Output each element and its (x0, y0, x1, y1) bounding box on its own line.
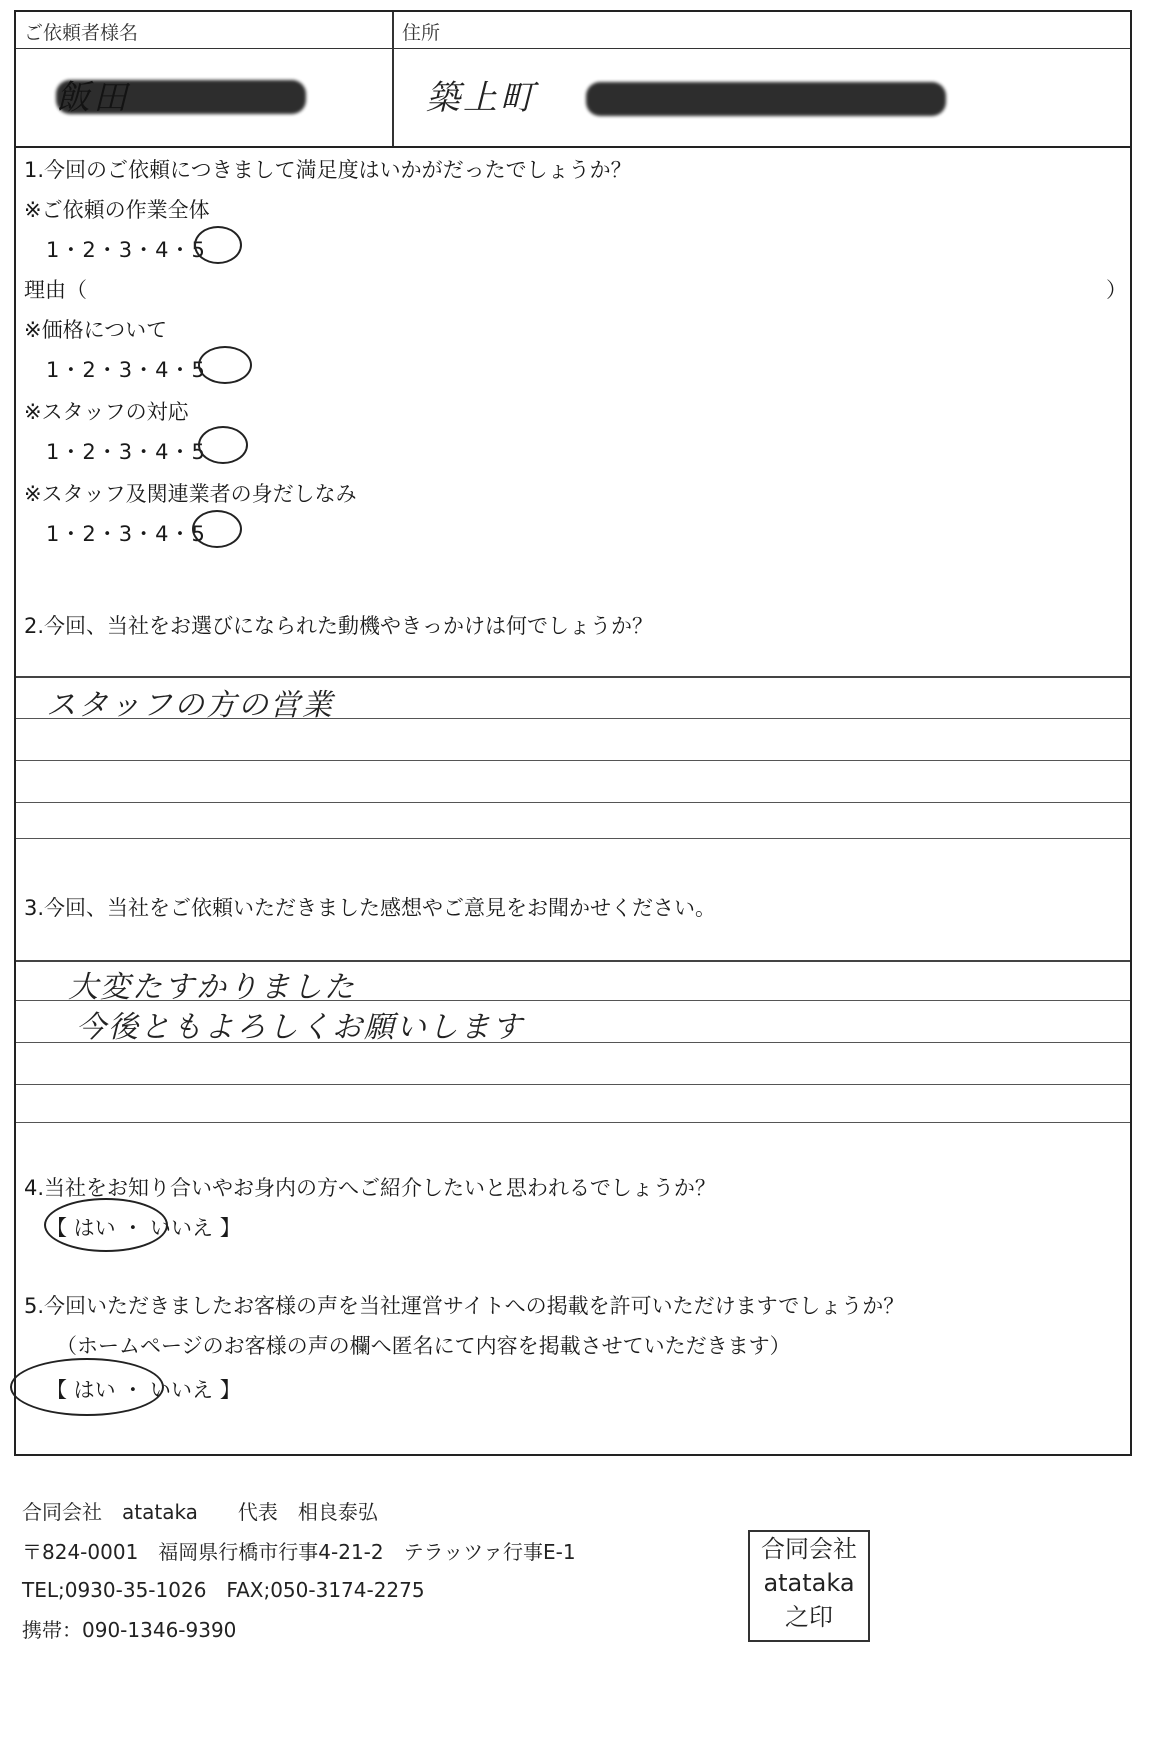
selected-rating-circle (192, 510, 242, 548)
q5-question: 5.今回いただきましたお客様の声を当社運営サイトへの掲載を許可いただけますでしょうか？ (24, 1294, 905, 1318)
rating-scale: 1・2・3・4・5 (46, 238, 206, 262)
q1-item-label: ※価格について (24, 318, 168, 342)
selected-rating-circle (198, 346, 252, 384)
address-label: 住所 (402, 22, 441, 44)
selected-option-circle (44, 1198, 168, 1252)
selected-rating-circle (194, 226, 242, 264)
q5-note: （ホームページのお客様の声の欄へ匿名にて内容を掲載させていただきます） (56, 1334, 791, 1358)
header-label-row (16, 12, 1130, 49)
q1-item-label: ※ご依頼の作業全体 (24, 198, 210, 222)
q1-item-label: ※スタッフ及関連業者の身だしなみ (24, 482, 357, 506)
answer-rule (16, 802, 1130, 803)
answer-rule (16, 1084, 1130, 1085)
company-seal (748, 1530, 870, 1642)
q3-question: 3.今回、当社をご依頼いただきました感想やご意見をお聞かせください。 (24, 896, 717, 920)
rating-scale: 1・2・3・4・5 (46, 440, 206, 464)
reason-open: 理由（ (24, 278, 87, 302)
seal-line-3: 之印 (785, 1603, 833, 1631)
q3-answer: 大変たすかりました (68, 970, 356, 1005)
footer-mobile: 携帯：090-1346-9390 (22, 1618, 237, 1642)
footer-address: 〒824-0001 福岡県行橋市行事4-21-2 テラッツァ行事E-1 (22, 1540, 576, 1564)
header-divider (392, 12, 394, 146)
requester-label: ご依頼者様名 (24, 22, 139, 44)
redaction-mark (56, 80, 306, 114)
seal-line-1: 合同会社 (761, 1535, 857, 1563)
q2-answer: スタッフの方の営業 (46, 688, 334, 723)
q1-question: 1.今回のご依頼につきまして満足度はいかがだったでしょうか？ (24, 158, 632, 182)
selected-option-circle (10, 1358, 164, 1416)
seal-line-2: atataka (763, 1569, 855, 1597)
survey-form (14, 10, 1132, 1456)
address-value: 築上町 (426, 78, 537, 118)
rating-scale: 1・2・3・4・5 (46, 522, 206, 546)
q4-options: 【 はい ・ いいえ 】 (46, 1216, 241, 1240)
answer-rule (16, 1042, 1130, 1043)
answer-rule (16, 718, 1130, 719)
reason-close: ） (1106, 278, 1127, 302)
answer-rule (16, 1122, 1130, 1123)
q2-question: 2.今回、当社をお選びになられた動機やきっかけは何でしょうか？ (24, 614, 654, 638)
answer-rule (16, 1000, 1130, 1001)
q3-answer: 今後ともよろしくお願いします (76, 1010, 524, 1045)
answer-rule (16, 760, 1130, 761)
redaction-mark (586, 82, 946, 116)
footer-phone: TEL;0930-35-1026 FAX;050-3174-2275 (22, 1578, 425, 1602)
answer-rule (16, 838, 1130, 839)
rating-scale: 1・2・3・4・5 (46, 358, 206, 382)
header-value-row (16, 48, 1130, 148)
answer-rule (16, 676, 1130, 678)
selected-rating-circle (198, 426, 248, 464)
footer-company: 合同会社 atataka 代表 相良泰弘 (22, 1500, 378, 1524)
q1-item-label: ※スタッフの対応 (24, 400, 189, 424)
q4-question: 4.当社をお知り合いやお身内の方へご紹介したいと思われるでしょうか？ (24, 1176, 716, 1200)
q5-options: 【 はい ・ いいえ 】 (46, 1378, 241, 1402)
